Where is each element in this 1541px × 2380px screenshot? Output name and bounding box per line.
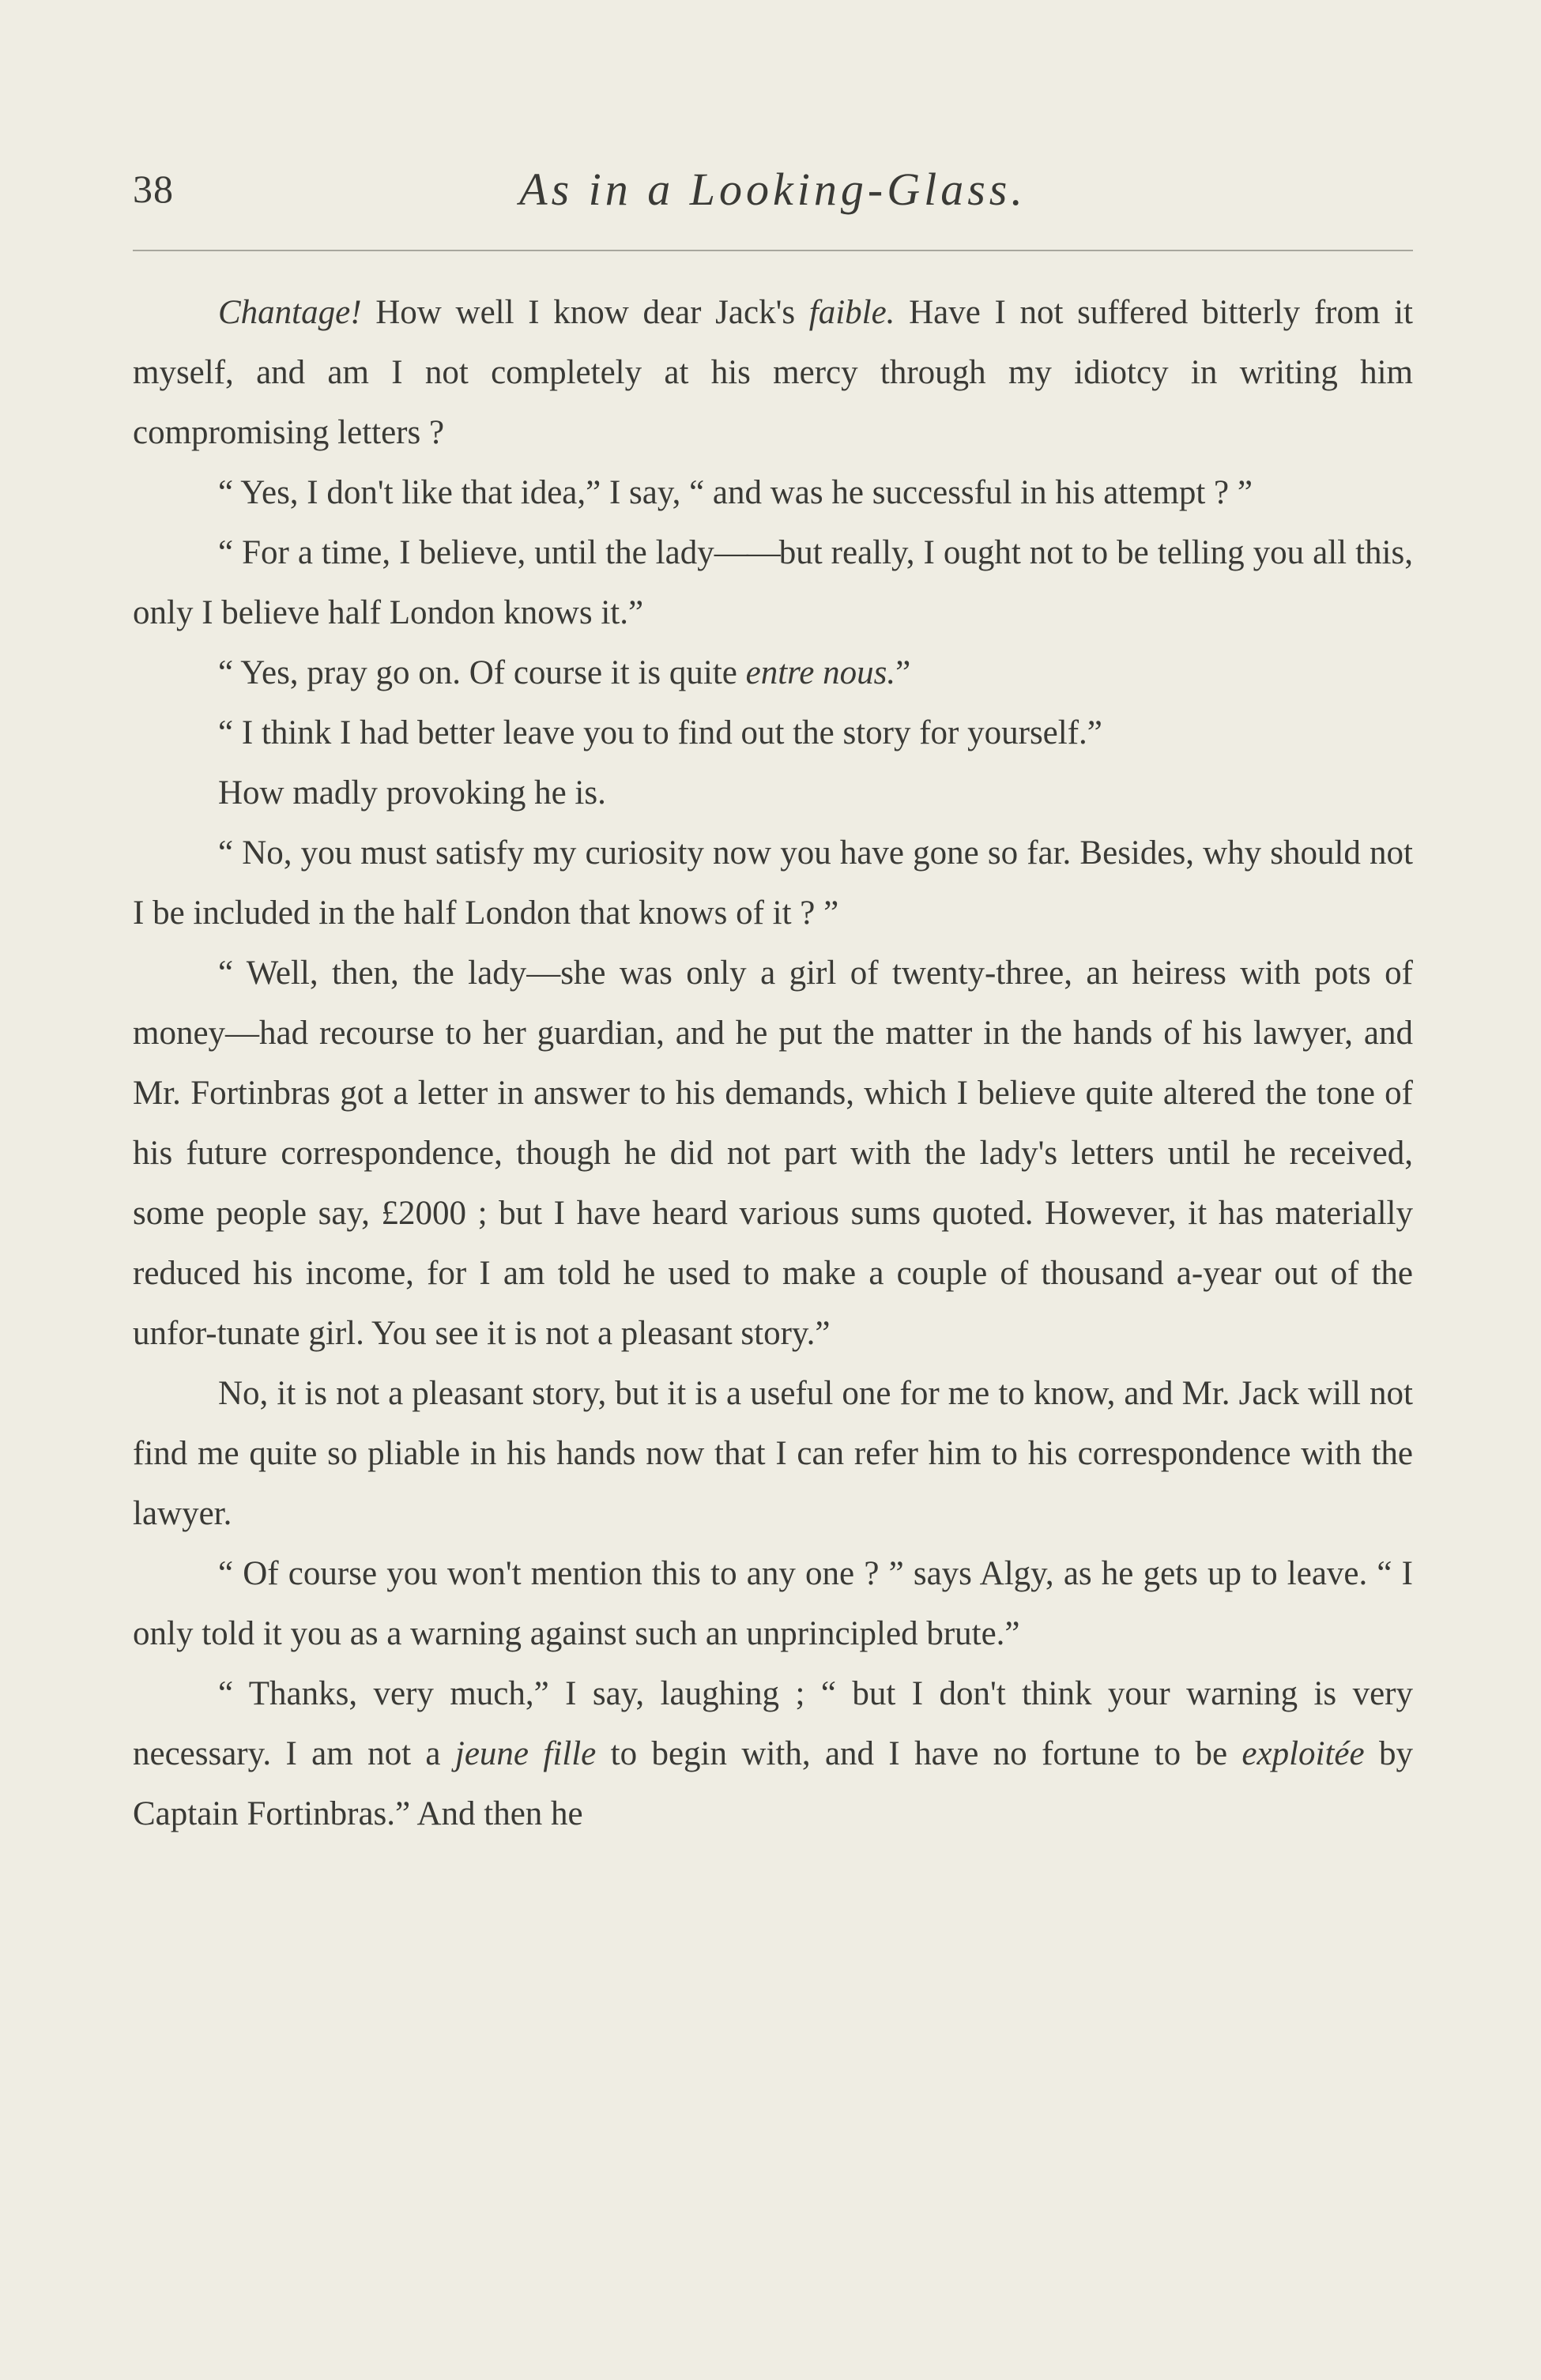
paragraph: “ No, you must satisfy my curiosity now you have gone so far. Besides, why should not I be included in the half London that knows of it ? ”: [133, 834, 1413, 932]
paragraph: “ Thanks, very much,” I say, laughing ; “ but I don't think your warning is very necessary. I am not a jeune fille to begin with, and I have no fortune to be exploitée by Captain Fortinbras.” And then he: [133, 1675, 1413, 1832]
italic-text: exploitée: [1241, 1735, 1365, 1772]
header-rule: [133, 250, 1413, 251]
paragraph: No, it is not a pleasant story, but it is a useful one for me to know, and Mr. Jack will not find me quite so pliable in his hands now that I can refer him to his correspondence with the lawyer.: [133, 1375, 1413, 1532]
italic-text: jeune fille: [454, 1735, 597, 1772]
paragraph: “ Of course you won't mention this to any one ? ” says Algy, as he gets up to leave. “ I only told it you as a warning against such an unprincipled brute.”: [133, 1555, 1413, 1652]
page-number: 38: [133, 167, 174, 211]
italic-text: entre nous.: [745, 654, 896, 691]
italic-text: Chantage!: [218, 294, 362, 331]
paragraph: “ Yes, I don't like that idea,” I say, “ and was he successful in his attempt ? ”: [218, 474, 1253, 511]
paragraph: Chantage! How well I know dear Jack's faible. Have I not suffered bitterly from it myself, and am I not completely at his mercy through my idiotcy in writing him compromising letters ?: [133, 294, 1413, 451]
italic-text: faible.: [808, 294, 895, 331]
paragraph: “ Well, then, the lady—she was only a girl of twenty-three, an heiress with pots of money—had recourse to her guardian, and he put the matter in the hands of his lawyer, and Mr. Fortinbras got a letter in answer to his demands, which I believe quite altered the tone of his future correspondence, though he did not part with the lady's letters until he received, some people say, £2000 ; but I have heard various sums quoted. However, it has materially reduced his income, for I am told he used to make a couple of thousand a-year out of the unfor-tunate girl. You see it is not a pleasant story.”: [133, 955, 1413, 1352]
paragraph: How madly provoking he is.: [218, 774, 606, 812]
running-title: As in a Looking-Glass.: [519, 164, 1027, 215]
paragraph: “ For a time, I believe, until the lady——but really, I ought not to be telling you all this, only I believe half London knows it.”: [133, 534, 1413, 631]
em-dash: ——: [714, 534, 779, 571]
body-text: [133, 283, 1413, 1844]
paragraph: “ I think I had better leave you to find out the story for yourself.”: [218, 714, 1102, 751]
paragraph: “ Yes, pray go on. Of course it is quite entre nous.”: [218, 654, 911, 691]
page-header: [133, 152, 1413, 231]
